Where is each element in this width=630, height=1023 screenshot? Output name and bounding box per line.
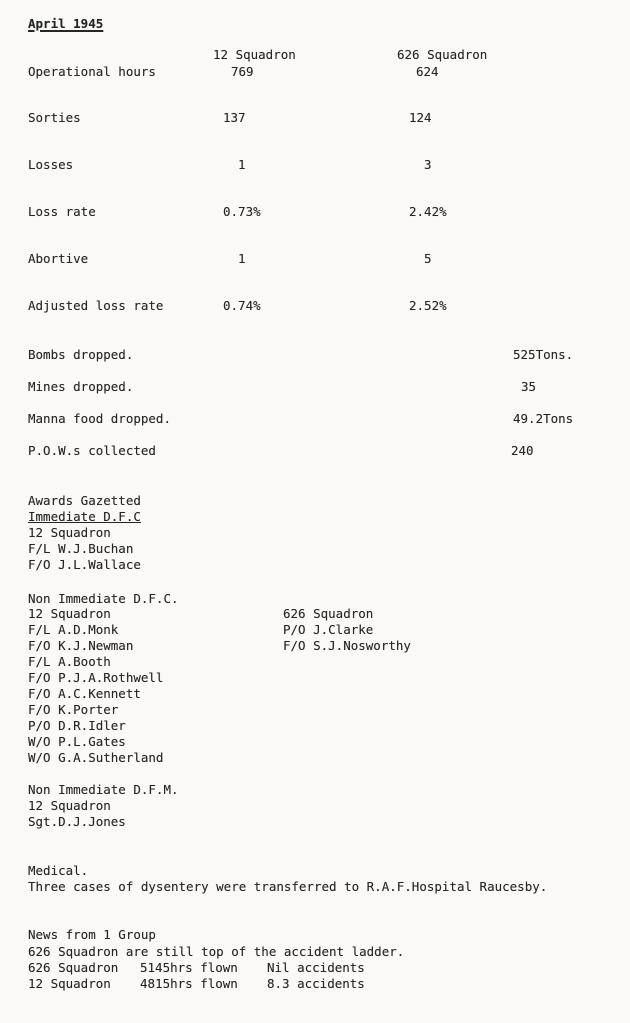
news-row-hours: 4815hrs flown (140, 976, 238, 991)
value-bombs-dropped: 525Tons. (513, 347, 574, 362)
awardee-name: F/O K.Porter (28, 702, 119, 717)
awardee-name: F/O J.L.Wallace (28, 557, 141, 572)
value-pows-collected: 240 (511, 443, 534, 458)
row-label-loss-rate: Loss rate (28, 204, 96, 219)
row-label-mines-dropped: Mines dropped. (28, 379, 134, 394)
awardee-name: W/O P.L.Gates (28, 734, 126, 749)
non-immediate-dfc-squadron-12: 12 Squadron (28, 606, 111, 621)
row-label-manna-food-dropped: Manna food dropped. (28, 411, 171, 426)
cell-loss-rate-626: 2.42% (409, 204, 447, 219)
non-immediate-dfm-squadron: 12 Squadron (28, 798, 111, 813)
immediate-dfc-heading: Immediate D.F.C (28, 509, 141, 524)
document-title: April 1945 (28, 16, 104, 31)
news-line: 626 Squadron are still top of the accident ladder. (28, 944, 405, 959)
row-label-adjusted-loss-rate: Adjusted loss rate (28, 298, 164, 313)
value-manna-food-dropped: 49.2Tons (513, 411, 574, 426)
medical-text: Three cases of dysentery were transferred to R.A.F.Hospital Raucesby. (28, 879, 548, 894)
non-immediate-dfc-heading: Non Immediate D.F.C. (28, 591, 179, 606)
cell-sorties-12: 137 (223, 110, 246, 125)
news-row-accidents: Nil accidents (267, 960, 365, 975)
awardee-name: F/O S.J.Nosworthy (283, 638, 411, 653)
news-heading: News from 1 Group (28, 927, 156, 942)
news-row-accidents: 8.3 accidents (267, 976, 365, 991)
news-row-squadron: 626 Squadron (28, 960, 119, 975)
row-label-abortive: Abortive (28, 251, 89, 266)
awardee-name: P/O J.Clarke (283, 622, 374, 637)
awardee-name: Sgt.D.J.Jones (28, 814, 126, 829)
cell-adjusted-loss-rate-12: 0.74% (223, 298, 261, 313)
row-label-losses: Losses (28, 157, 74, 172)
news-row-squadron: 12 Squadron (28, 976, 111, 991)
column-header-626-squadron: 626 Squadron (397, 47, 488, 62)
medical-heading: Medical. (28, 863, 89, 878)
non-immediate-dfc-squadron-626: 626 Squadron (283, 606, 374, 621)
cell-operational-hours-626: 624 (416, 64, 439, 79)
row-label-pows-collected: P.O.W.s collected (28, 443, 156, 458)
row-label-bombs-dropped: Bombs dropped. (28, 347, 134, 362)
awards-heading: Awards Gazetted (28, 493, 141, 508)
row-label-sorties: Sorties (28, 110, 81, 125)
awardee-name: F/L W.J.Buchan (28, 541, 134, 556)
non-immediate-dfm-heading: Non Immediate D.F.M. (28, 782, 179, 797)
column-header-12-squadron: 12 Squadron (213, 47, 296, 62)
awardee-name: P/O D.R.Idler (28, 718, 126, 733)
news-row-hours: 5145hrs flown (140, 960, 238, 975)
cell-abortive-12: 1 (238, 251, 246, 266)
cell-operational-hours-12: 769 (231, 64, 254, 79)
awardee-name: F/O P.J.A.Rothwell (28, 670, 164, 685)
cell-losses-12: 1 (238, 157, 246, 172)
awardee-name: F/L A.Booth (28, 654, 111, 669)
cell-loss-rate-12: 0.73% (223, 204, 261, 219)
cell-adjusted-loss-rate-626: 2.52% (409, 298, 447, 313)
awardee-name: F/L A.D.Monk (28, 622, 119, 637)
value-mines-dropped: 35 (521, 379, 537, 394)
cell-losses-626: 3 (424, 157, 432, 172)
awardee-name: F/O K.J.Newman (28, 638, 134, 653)
immediate-dfc-squadron: 12 Squadron (28, 525, 111, 540)
cell-sorties-626: 124 (409, 110, 432, 125)
awardee-name: W/O G.A.Sutherland (28, 750, 164, 765)
row-label-operational-hours: Operational hours (28, 64, 156, 79)
awardee-name: F/O A.C.Kennett (28, 686, 141, 701)
cell-abortive-626: 5 (424, 251, 432, 266)
